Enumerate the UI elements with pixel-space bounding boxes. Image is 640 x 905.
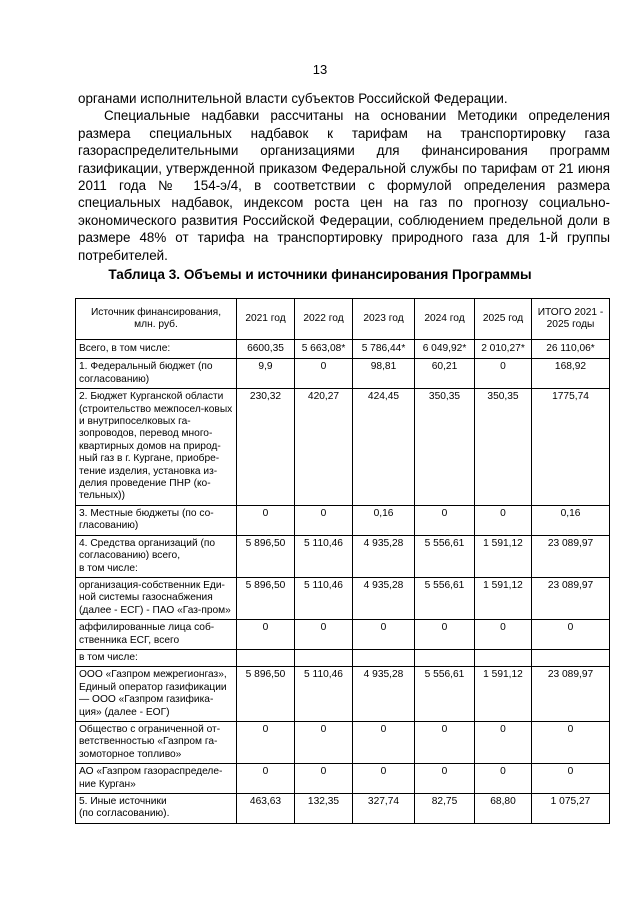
row-label-cell: ООО «Газпром межрегионгаз», Единый оператор газификации — ООО «Газпром газифика-ция» (далее - ЕОГ) xyxy=(76,667,237,722)
row-label-cell: Общество с ограниченной от-ветственностью «Газпром га-зомоторное топливо» xyxy=(76,721,237,763)
value-cell: 0 xyxy=(295,505,353,535)
value-cell: 5 110,46 xyxy=(295,535,353,577)
value-cell: 230,32 xyxy=(237,389,295,506)
value-cell xyxy=(353,649,415,666)
row-label-cell: АО «Газпром газораспределе-ние Курган» xyxy=(76,764,237,794)
page-number: 13 xyxy=(312,62,328,77)
value-cell: 0 xyxy=(353,721,415,763)
value-cell: 132,35 xyxy=(295,794,353,824)
value-cell: 5 110,46 xyxy=(295,667,353,722)
row-label-cell: 4. Средства организаций (по согласованию) всего, в том числе: xyxy=(76,535,237,577)
table-row xyxy=(76,764,610,794)
financing-table xyxy=(75,298,610,824)
header-cell: 2024 год xyxy=(415,299,475,340)
value-cell: 0 xyxy=(415,505,475,535)
value-cell xyxy=(237,649,295,666)
row-label-cell: 3. Местные бюджеты (по со-гласованию) xyxy=(76,505,237,535)
value-cell: 0 xyxy=(295,359,353,389)
paragraph: органами исполнительной власти субъектов Российской Федерации. xyxy=(78,91,508,106)
table-row xyxy=(76,794,610,824)
header-cell: Источник финансирования, млн. руб. xyxy=(76,299,237,340)
header-cell: 2025 год xyxy=(475,299,532,340)
value-cell: 0 xyxy=(353,764,415,794)
value-cell: 168,92 xyxy=(532,359,610,389)
value-cell: 6 049,92* xyxy=(415,340,475,359)
value-cell: 0 xyxy=(237,764,295,794)
row-label-cell: 2. Бюджет Курганской области (строительство межпосел-ковых и внутрипоселковых га-зопроводов, перевод много-квартирных домов на природ-ный газ в г. Кургане, приобре-тение изделия, установка из-делия проведение ПНР (ко-тельных)) xyxy=(76,389,237,506)
value-cell: 0 xyxy=(237,620,295,650)
table-header-row xyxy=(76,299,610,340)
row-label-cell: 1. Федеральный бюджет (по согласованию) xyxy=(76,359,237,389)
value-cell: 420,27 xyxy=(295,389,353,506)
value-cell: 5 556,61 xyxy=(415,535,475,577)
table-row xyxy=(76,340,610,359)
value-cell: 0,16 xyxy=(532,505,610,535)
value-cell: 0 xyxy=(475,721,532,763)
value-cell: 5 663,08* xyxy=(295,340,353,359)
header-cell: 2021 год xyxy=(237,299,295,340)
value-cell: 5 896,50 xyxy=(237,535,295,577)
value-cell: 4 935,28 xyxy=(353,535,415,577)
table-body xyxy=(76,340,610,824)
value-cell: 26 110,06* xyxy=(532,340,610,359)
value-cell xyxy=(295,649,353,666)
table-row xyxy=(76,505,610,535)
value-cell: 98,81 xyxy=(353,359,415,389)
value-cell: 350,35 xyxy=(475,389,532,506)
value-cell: 23 089,97 xyxy=(532,577,610,619)
value-cell: 5 556,61 xyxy=(415,667,475,722)
value-cell: 0,16 xyxy=(353,505,415,535)
value-cell: 0 xyxy=(295,721,353,763)
value-cell: 2 010,27* xyxy=(475,340,532,359)
value-cell: 68,80 xyxy=(475,794,532,824)
table-row xyxy=(76,389,610,506)
value-cell: 5 786,44* xyxy=(353,340,415,359)
paragraph: Специальные надбавки рассчитаны на основании Методики определения размера специальных надбавок к тарифам на транспортировку газа газораспределительными организациями для финансирования программ газификации, утвержденной приказом Федеральной службы по тарифам от 21 июня 2011 года № 154-э/4, в соответствии с формулой определения размера специальных надбавок, индексом роста цен на газ по прогнозу социально-экономического развития Российской Федерации, соблюдением предельной доли в размере 48% от тарифа на транспортировку природного газа для 1-й группы потребителей. xyxy=(78,108,610,263)
value-cell xyxy=(475,649,532,666)
value-cell: 1 075,27 xyxy=(532,794,610,824)
header-cell: 2022 год xyxy=(295,299,353,340)
value-cell: 0 xyxy=(532,620,610,650)
value-cell: 0 xyxy=(532,721,610,763)
value-cell: 1 591,12 xyxy=(475,577,532,619)
table-row xyxy=(76,359,610,389)
value-cell: 1775,74 xyxy=(532,389,610,506)
table-row xyxy=(76,649,610,666)
value-cell: 463,63 xyxy=(237,794,295,824)
value-cell: 1 591,12 xyxy=(475,667,532,722)
table-row xyxy=(76,667,610,722)
table-row xyxy=(76,577,610,619)
value-cell: 0 xyxy=(475,764,532,794)
value-cell: 0 xyxy=(475,359,532,389)
table-row xyxy=(76,721,610,763)
value-cell: 4 935,28 xyxy=(353,577,415,619)
value-cell: 0 xyxy=(237,505,295,535)
table-title: Таблица 3. Объемы и источники финансирования Программы xyxy=(108,267,532,282)
row-label-cell: в том числе: xyxy=(76,649,237,666)
value-cell: 5 896,50 xyxy=(237,667,295,722)
value-cell: 424,45 xyxy=(353,389,415,506)
row-label-cell: 5. Иные источники (по согласованию). xyxy=(76,794,237,824)
table-row xyxy=(76,535,610,577)
value-cell: 5 110,46 xyxy=(295,577,353,619)
value-cell: 0 xyxy=(532,764,610,794)
value-cell xyxy=(532,649,610,666)
row-label-cell: организация-собственник Еди-ной системы газоснабжения (далее - ЕСГ) - ПАО «Газ-пром» xyxy=(76,577,237,619)
value-cell: 350,35 xyxy=(415,389,475,506)
value-cell: 82,75 xyxy=(415,794,475,824)
value-cell: 0 xyxy=(475,620,532,650)
value-cell: 0 xyxy=(415,764,475,794)
value-cell: 0 xyxy=(415,620,475,650)
value-cell: 0 xyxy=(237,721,295,763)
header-cell: ИТОГО 2021 - 2025 годы xyxy=(532,299,610,340)
value-cell: 6600,35 xyxy=(237,340,295,359)
value-cell: 4 935,28 xyxy=(353,667,415,722)
value-cell: 0 xyxy=(295,620,353,650)
value-cell: 0 xyxy=(295,764,353,794)
row-label-cell: аффилированные лица соб-ственника ЕСГ, всего xyxy=(76,620,237,650)
value-cell: 1 591,12 xyxy=(475,535,532,577)
value-cell: 0 xyxy=(353,620,415,650)
row-label-cell: Всего, в том числе: xyxy=(76,340,237,359)
value-cell: 9,9 xyxy=(237,359,295,389)
header-cell: 2023 год xyxy=(353,299,415,340)
value-cell: 327,74 xyxy=(353,794,415,824)
value-cell: 5 896,50 xyxy=(237,577,295,619)
body-text xyxy=(78,90,610,264)
value-cell: 5 556,61 xyxy=(415,577,475,619)
value-cell: 23 089,97 xyxy=(532,535,610,577)
value-cell: 60,21 xyxy=(415,359,475,389)
value-cell: 23 089,97 xyxy=(532,667,610,722)
value-cell xyxy=(415,649,475,666)
value-cell: 0 xyxy=(415,721,475,763)
table-row xyxy=(76,620,610,650)
value-cell: 0 xyxy=(475,505,532,535)
